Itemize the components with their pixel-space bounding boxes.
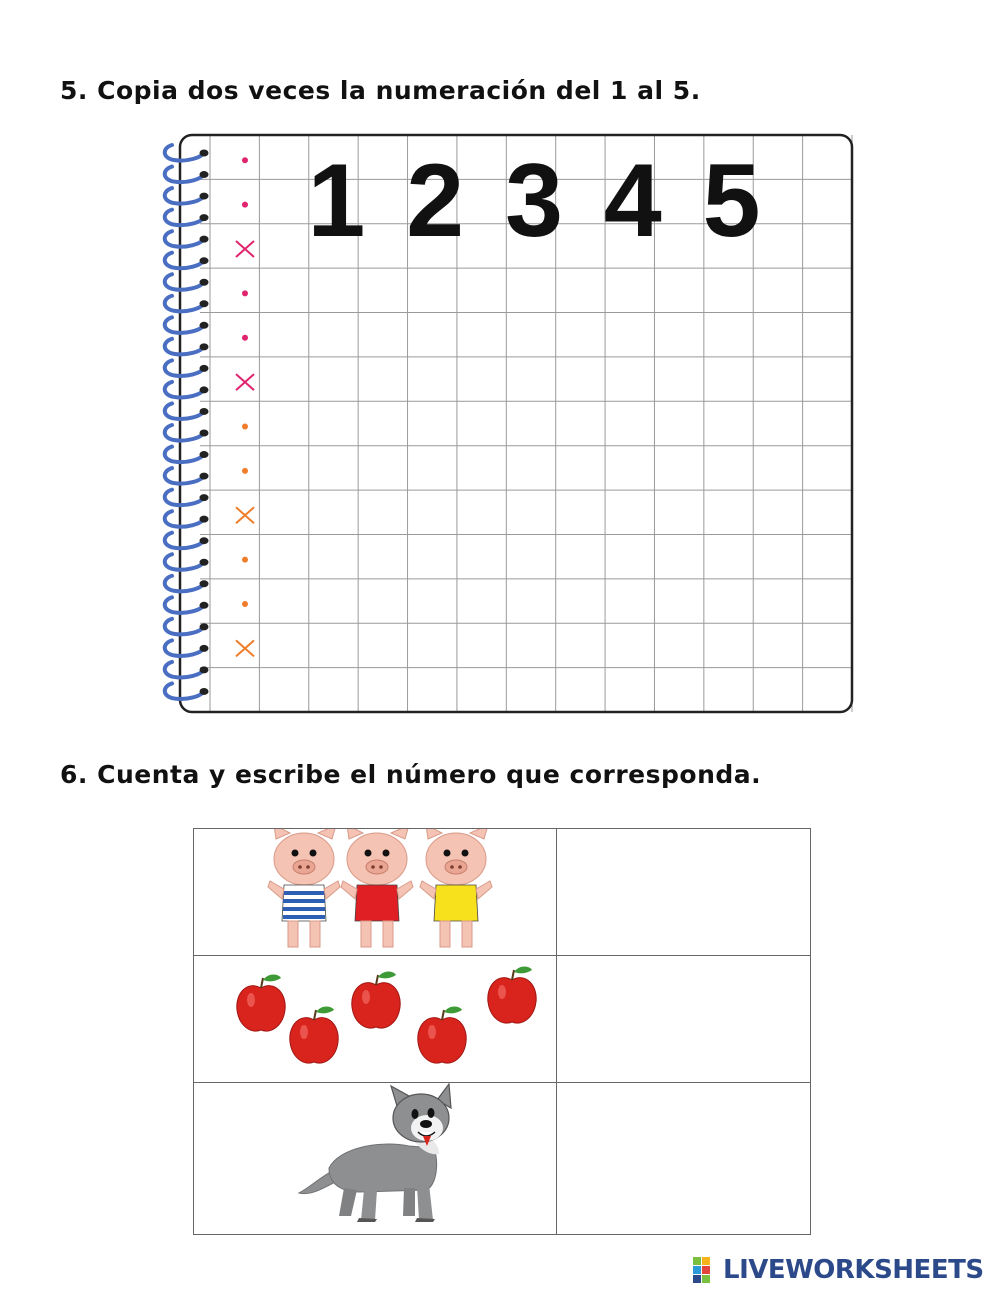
answer-cell-3[interactable]	[557, 1083, 811, 1235]
margin-dot	[242, 557, 248, 563]
model-digits	[308, 143, 761, 259]
spiral-ring	[165, 382, 204, 398]
margin-dot	[242, 468, 248, 474]
pig-icon	[341, 829, 413, 947]
margin-dot	[242, 290, 248, 296]
answer-cell-2[interactable]	[557, 956, 811, 1083]
spiral-ring	[165, 188, 204, 204]
spiral-ring	[165, 360, 204, 376]
spiral-hole	[200, 279, 209, 286]
spiral-hole	[200, 602, 209, 609]
margin-x-mark	[236, 640, 254, 656]
spiral-ring	[165, 296, 204, 312]
spiral-hole	[200, 666, 209, 673]
spiral-ring	[165, 640, 204, 656]
logo-icon	[693, 1257, 719, 1283]
apple-icon	[352, 972, 400, 1029]
spiral-hole	[200, 386, 209, 393]
spiral-hole	[200, 365, 209, 372]
spiral-hole	[200, 580, 209, 587]
spiral-ring	[165, 231, 204, 247]
notebook-grid	[160, 130, 860, 720]
spiral-ring	[165, 468, 204, 484]
spiral-hole	[200, 559, 209, 566]
spiral-ring	[165, 210, 204, 226]
margin-dot	[242, 424, 248, 430]
apples-picture-cell	[194, 956, 557, 1083]
answer-cell-1[interactable]	[557, 829, 811, 956]
pig-icon	[268, 829, 340, 947]
spiral-ring	[165, 597, 204, 613]
table-row	[194, 829, 811, 956]
pigs-picture-cell	[194, 829, 557, 956]
model-digit-3: 3	[505, 143, 563, 259]
table-row	[194, 1083, 811, 1235]
spiral-hole	[200, 236, 209, 243]
wolf-picture-cell	[194, 1083, 557, 1235]
spiral-hole	[200, 171, 209, 178]
wolf-icon	[299, 1084, 451, 1222]
three-pigs-illustration	[194, 829, 556, 956]
spiral-hole	[200, 537, 209, 544]
model-digit-2: 2	[406, 143, 465, 259]
model-digit-4: 4	[603, 143, 662, 259]
margin-dot	[242, 157, 248, 163]
spiral-ring	[165, 447, 204, 463]
margin-x-mark	[236, 507, 254, 523]
spiral-ring	[165, 339, 204, 355]
spiral-hole	[200, 688, 209, 695]
margin-marks	[236, 157, 254, 656]
spiral-hole	[200, 473, 209, 480]
margin-x-mark	[236, 241, 254, 257]
count-table	[193, 828, 811, 1235]
margin-dot	[242, 202, 248, 208]
spiral-binding	[165, 145, 209, 699]
apple-icon	[290, 1007, 338, 1064]
apple-icon	[237, 975, 285, 1032]
spiral-hole	[200, 257, 209, 264]
wolf-illustration	[194, 1083, 556, 1235]
apple-icon	[488, 967, 536, 1024]
spiral-hole	[200, 214, 209, 221]
spiral-hole	[200, 623, 209, 630]
spiral-ring	[165, 619, 204, 635]
spiral-ring	[165, 576, 204, 592]
spiral-ring	[165, 490, 204, 506]
spiral-hole	[200, 300, 209, 307]
spiral-hole	[200, 451, 209, 458]
spiral-ring	[165, 317, 204, 333]
spiral-hole	[200, 193, 209, 200]
question-6-title: 6. Cuenta y escribe el número que corresponda.	[60, 760, 762, 789]
spiral-ring	[165, 145, 204, 161]
spiral-hole	[200, 343, 209, 350]
margin-dot	[242, 601, 248, 607]
liveworksheets-logo	[693, 1255, 984, 1285]
model-digit-1: 1	[307, 143, 366, 259]
spiral-ring	[165, 167, 204, 183]
question-5-title: 5. Copia dos veces la numeración del 1 al 5.	[60, 76, 701, 105]
spiral-ring	[165, 425, 204, 441]
spiral-hole	[200, 322, 209, 329]
spiral-hole	[200, 430, 209, 437]
spiral-ring	[165, 554, 204, 570]
spiral-ring	[165, 403, 204, 419]
spiral-ring	[165, 274, 204, 290]
table-row	[194, 956, 811, 1083]
margin-dot	[242, 335, 248, 341]
spiral-hole	[200, 516, 209, 523]
spiral-ring	[165, 253, 204, 269]
brand-name: LIVEWORKSHEETS	[723, 1255, 984, 1285]
spiral-ring	[165, 511, 204, 527]
apples-illustration	[194, 956, 556, 1083]
apple-icon	[418, 1007, 466, 1064]
spiral-hole	[200, 408, 209, 415]
spiral-ring	[165, 662, 204, 678]
model-digit-5: 5	[702, 143, 761, 259]
spiral-hole	[200, 150, 209, 157]
pig-icon	[420, 829, 492, 947]
spiral-ring	[165, 533, 204, 549]
margin-x-mark	[236, 374, 254, 390]
spiral-hole	[200, 645, 209, 652]
spiral-hole	[200, 494, 209, 501]
spiral-ring	[165, 683, 204, 699]
